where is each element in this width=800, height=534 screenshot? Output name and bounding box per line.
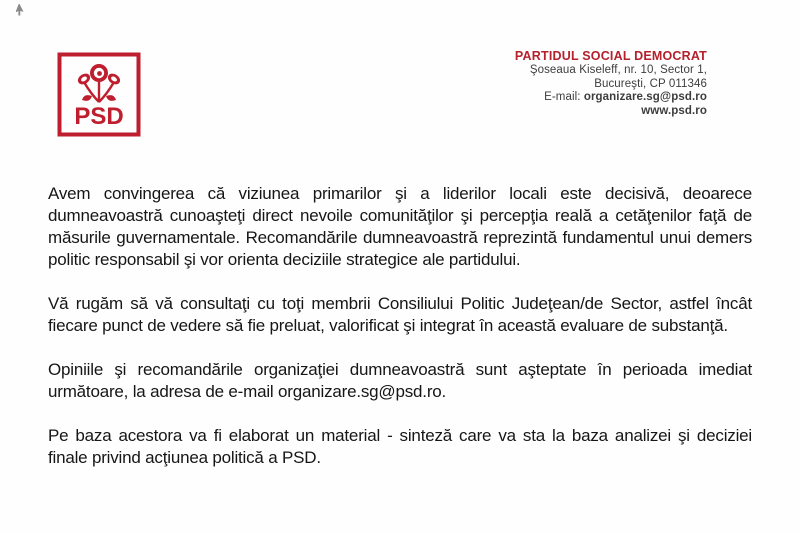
email-line: [515, 91, 707, 105]
address-line-1: Şoseaua Kiseleff, nr. 10, Sector 1,: [529, 64, 707, 76]
letterhead-contact-block: [515, 49, 707, 118]
letter-body: [48, 183, 752, 491]
cursor-icon: [16, 4, 26, 16]
paragraph-2: Vă rugăm să vă consultaţi cu toţi membrii Consiliului Politic Judeţean/de Sector, astfel încât fiecare punct de vedere să fie preluat, valorificat şi integrat în această evaluare de substanţă.: [48, 294, 752, 335]
paragraph-4: Pe baza acestora va fi elaborat un material - sinteză care va sta la baza analizei şi deciziei finale privind acţiunea politică a PSD.: [48, 426, 752, 467]
organization-name: PARTIDUL SOCIAL DEMOCRAT: [514, 49, 707, 63]
paragraph-3: Opiniile şi recomandările organizaţiei dumneavoastră sunt aşteptate în perioada imediat următoare, la adresa de e-mail organizare.sg@psd.ro.: [48, 360, 752, 401]
email-label: E-mail:: [544, 91, 584, 103]
rose-icon: [76, 64, 122, 102]
paragraph-1: Avem convingerea că viziunea primarilor şi a liderilor locali este decisivă, deoarece dumneavoastră cunoaşteţi direct nevoile comunităţilor şi percepţia reală a cetăţenilor faţă de măsurile guvernamentale. Recomandările dumneavoastră reprezintă fundamentul unui demers politic responsabil şi vor orienta deciziile strategice ale partidului.: [48, 184, 752, 269]
website: www.psd.ro: [641, 104, 707, 117]
email-address: organizare.sg@psd.ro: [583, 91, 707, 103]
logo-wordmark: PSD: [74, 103, 124, 130]
address-line-2: Bucureşti, CP 011346: [594, 77, 707, 90]
psd-logo: [57, 52, 141, 137]
